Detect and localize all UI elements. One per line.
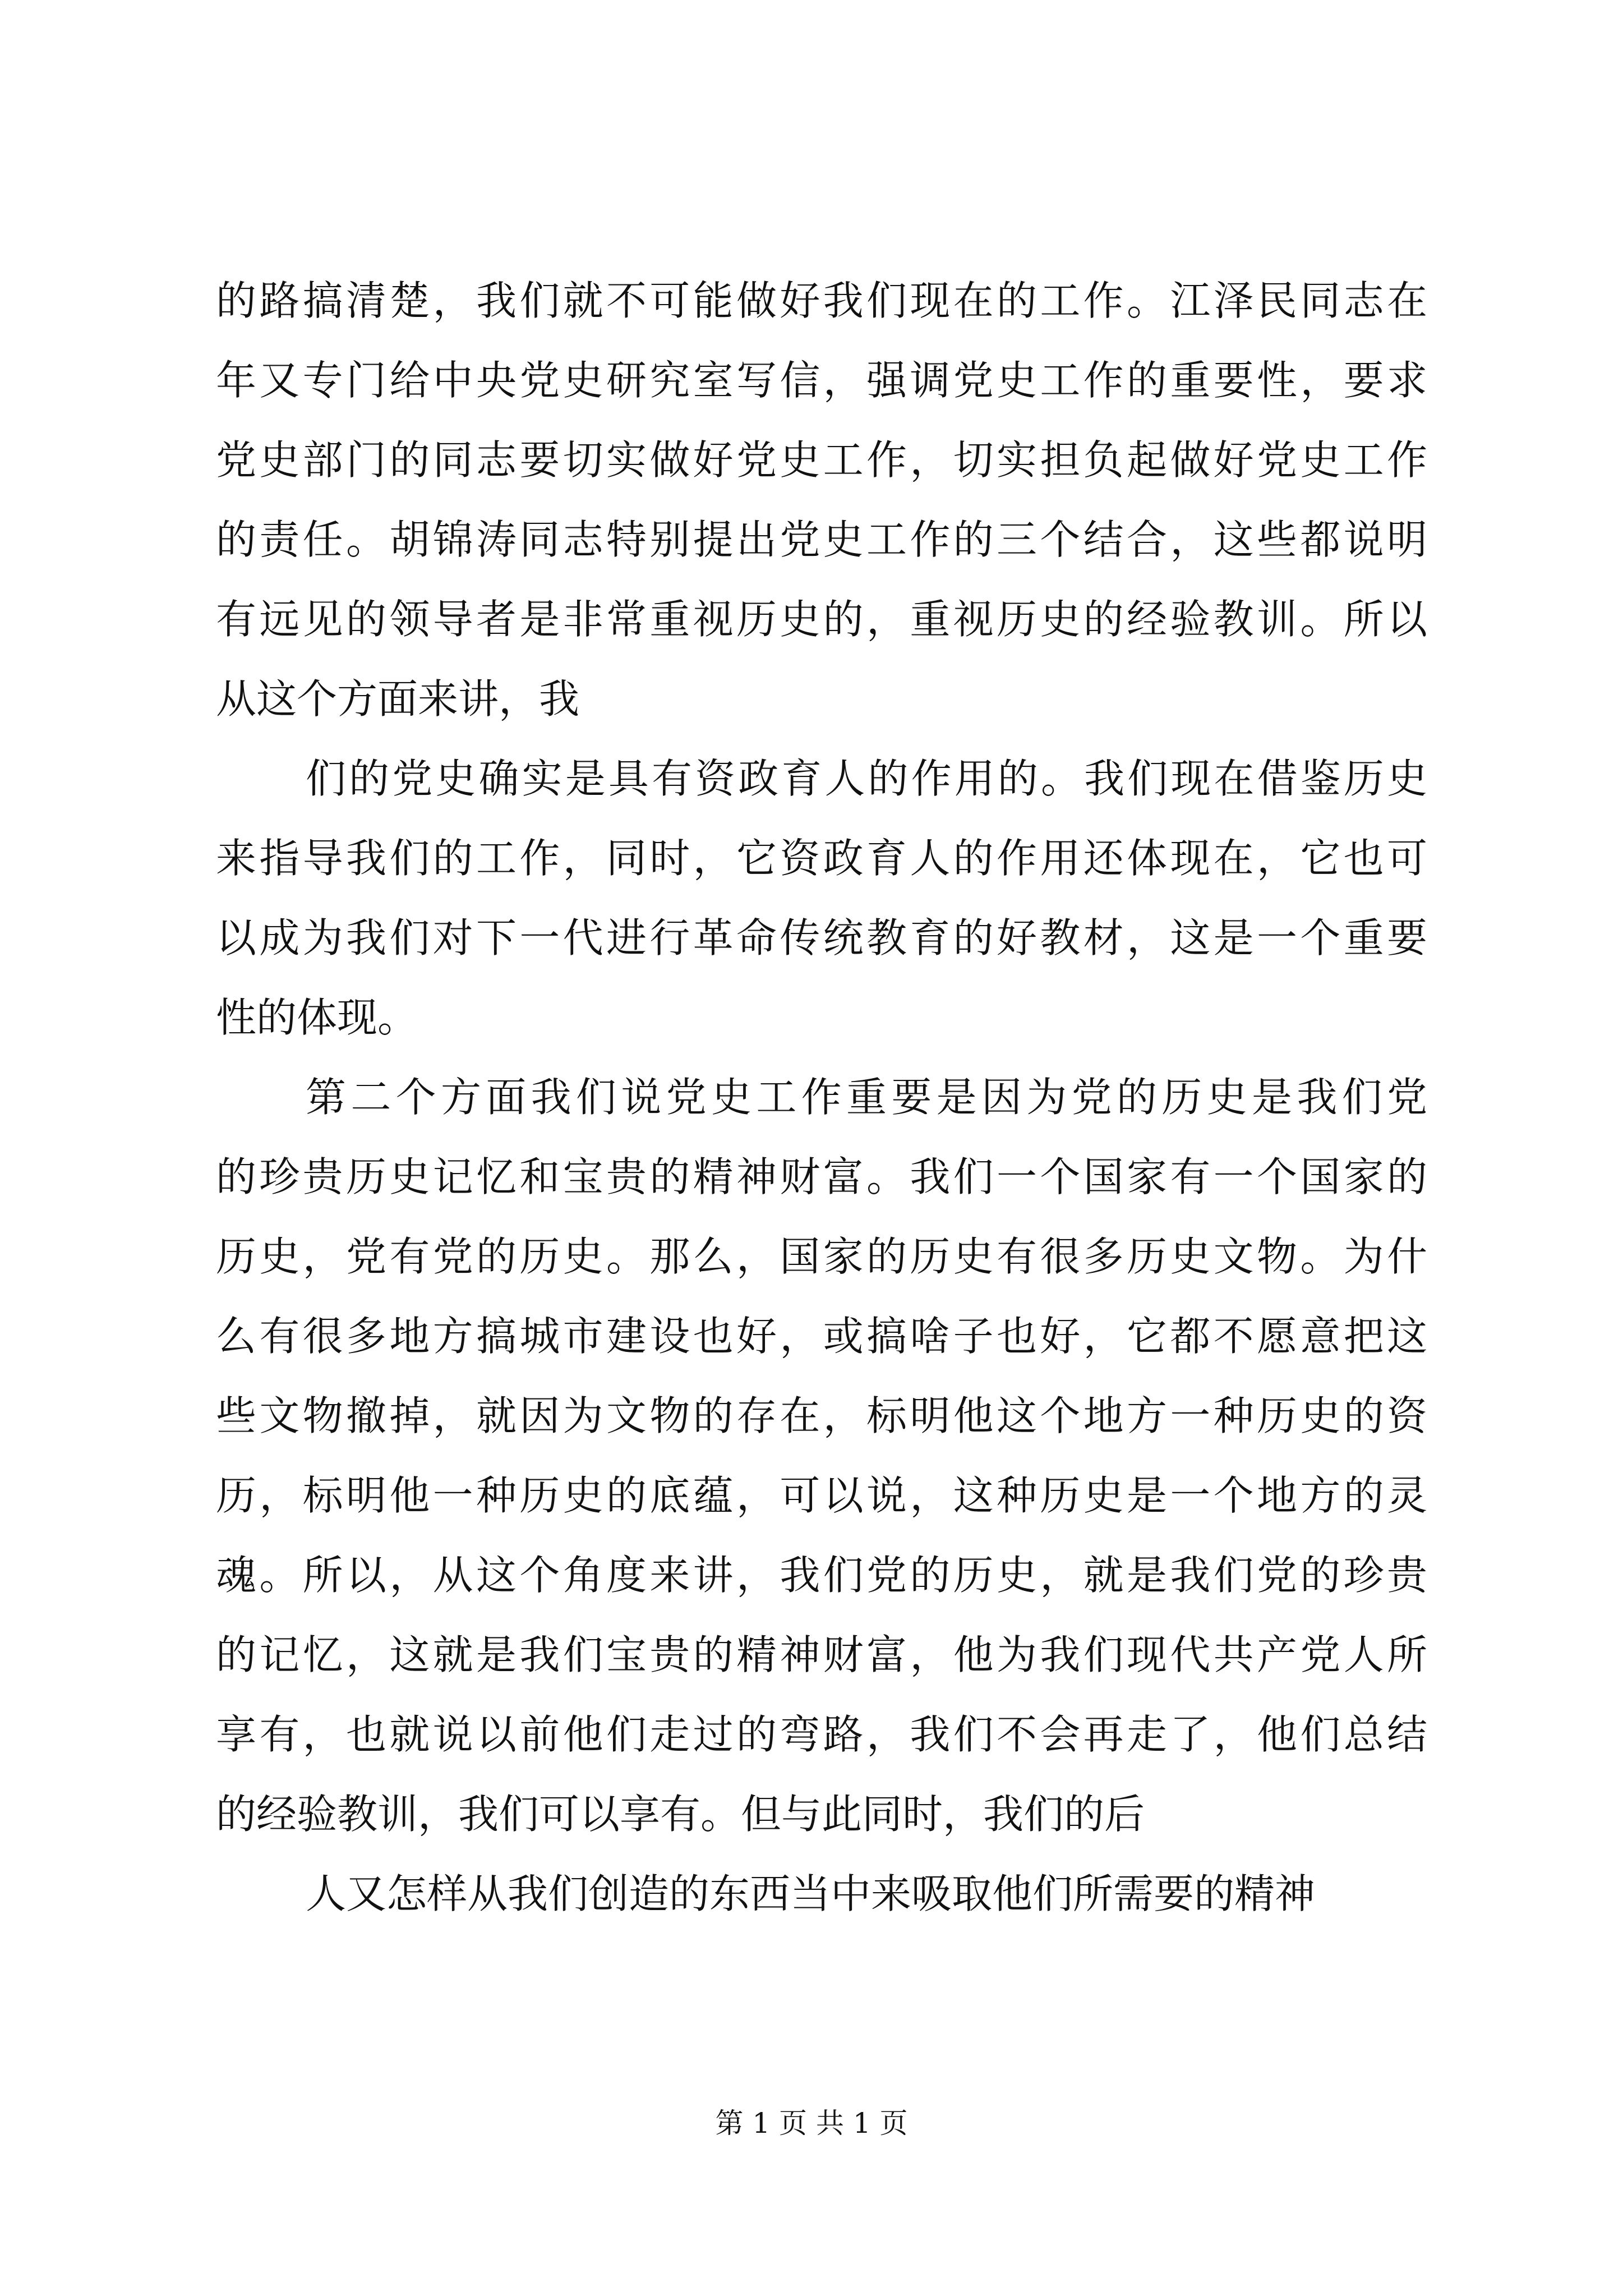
- text-line: 年又专门给中央党史研究室写信，强调党史工作的重要性，要求: [216, 357, 1427, 404]
- text-line: 魂。所以，从这个角度来讲，我们党的历史，就是我们党的珍贵: [216, 1552, 1427, 1599]
- text-line: 人又怎样从我们创造的东西当中来吸取他们所需要的精神: [306, 1870, 1316, 1917]
- text-line: 第二个方面我们说党史工作重要是因为党的历史是我们党: [306, 1074, 1427, 1121]
- text-line: 来指导我们的工作，同时，它资政育人的作用还体现在，它也可: [216, 835, 1427, 882]
- page-number-footer: 第 1 页 共 1 页: [715, 2107, 908, 2139]
- text-line: 性的体现。: [216, 994, 418, 1041]
- text-line: 党史部门的同志要切实做好党史工作，切实担负起做好党史工作: [216, 436, 1427, 484]
- text-line: 享有，也就说以前他们走过的弯路，我们不会再走了，他们总结: [216, 1711, 1427, 1758]
- text-line: 的珍贵历史记忆和宝贵的精神财富。我们一个国家有一个国家的: [216, 1153, 1427, 1200]
- text-line: 的责任。胡锦涛同志特别提出党史工作的三个结合，这些都说明: [216, 516, 1427, 563]
- text-line: 有远见的领导者是非常重视历史的，重视历史的经验教训。所以: [216, 596, 1427, 643]
- text-line: 历史，党有党的历史。那么，国家的历史有很多历史文物。为什: [216, 1233, 1427, 1280]
- text-line: 的经验教训，我们可以享有。但与此同时，我们的后: [216, 1791, 1145, 1838]
- text-line: 以成为我们对下一代进行革命传统教育的好教材，这是一个重要: [216, 914, 1427, 961]
- text-line: 从这个方面来讲，我: [216, 675, 580, 723]
- text-line: 历，标明他一种历史的底蕴，可以说，这种历史是一个地方的灵: [216, 1472, 1427, 1519]
- body-text: [216, 261, 1427, 1934]
- text-line: 的路搞清楚，我们就不可能做好我们现在的工作。江泽民同志在: [216, 277, 1427, 324]
- text-line: 的记忆，这就是我们宝贵的精神财富，他为我们现代共产党人所: [216, 1631, 1427, 1678]
- text-line: 们的党史确实是具有资政育人的作用的。我们现在借鉴历史: [306, 755, 1427, 802]
- text-line: 些文物撤掉，就因为文物的存在，标明他这个地方一种历史的资: [216, 1392, 1427, 1439]
- text-line: 么有很多地方搞城市建设也好，或搞啥子也好，它都不愿意把这: [216, 1313, 1427, 1360]
